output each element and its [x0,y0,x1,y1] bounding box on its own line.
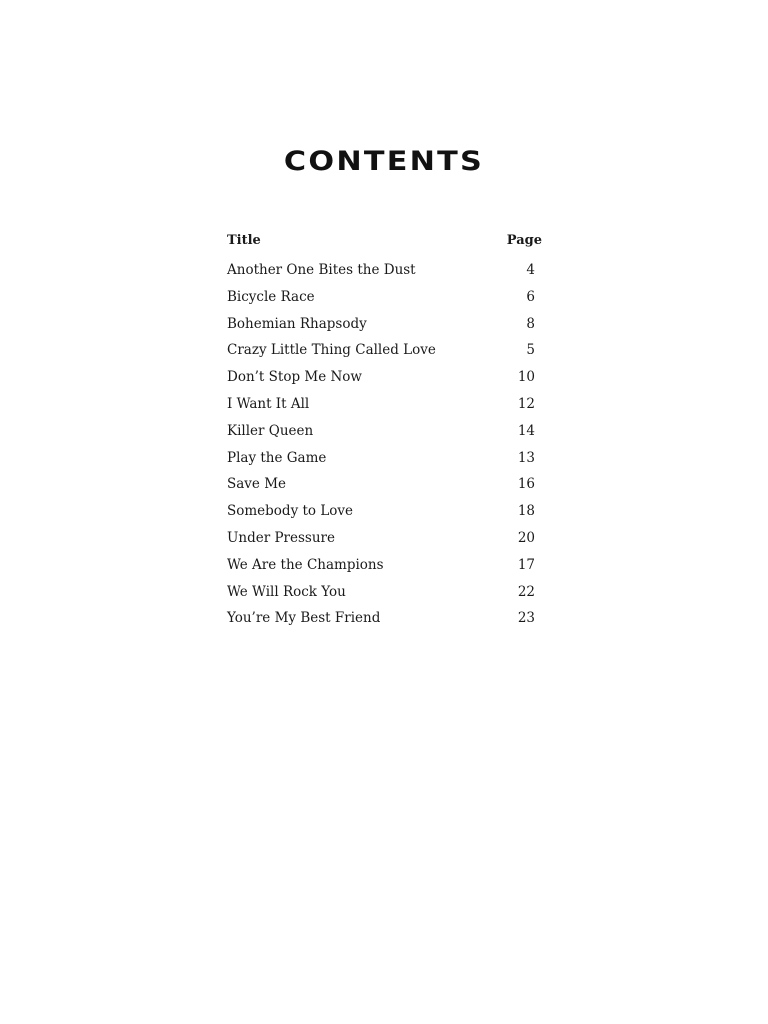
toc-entry-title: Another One Bites the Dust [227,262,416,278]
toc-entry-title: Killer Queen [227,422,314,439]
toc-entry-title: Bicycle Race [227,288,315,305]
toc-header-title: Title [227,233,261,248]
toc-entry [227,367,535,394]
toc-entry-page: 10 [517,369,535,386]
toc-entry-title: You’re My Best Friend [227,610,381,627]
toc-entry-title: Somebody to Love [227,503,354,520]
toc-entry-page: 14 [517,422,535,439]
toc-entry-page: 12 [517,395,535,412]
toc-entry-title: Don’t Stop Me Now [227,369,362,386]
toc-entry-title: We Are the Champions [227,556,384,573]
toc-entry [227,474,535,501]
toc-entry [227,528,535,555]
toc-entry-page: 8 [526,315,535,332]
toc-entry-page: 23 [517,610,535,627]
toc-entry [227,448,535,475]
toc-entry-page: 22 [517,583,535,600]
toc-entry-page: 20 [517,529,535,546]
toc-entry-title: Save Me [227,476,287,493]
toc-entry-title: We Will Rock You [227,583,346,600]
toc-entry-title: I Want It All [227,395,310,412]
toc-entry [227,608,535,635]
toc-entry-page: 13 [517,449,535,466]
toc-header [227,233,542,253]
toc-entry [227,287,535,314]
toc-entry [227,501,535,528]
toc-entry-page: 6 [526,288,535,305]
toc-entry-page: 18 [517,503,535,520]
toc-entry [227,394,535,421]
toc-entry [227,555,535,582]
toc-entry-title: Under Pressure [227,529,335,546]
toc-entry-page: 4 [526,262,535,278]
toc-entry-title: Bohemian Rhapsody [227,315,367,332]
toc-entry-title: Play the Game [227,449,327,466]
toc-entry [227,421,535,448]
toc-entry-page: 17 [517,556,535,573]
toc-list [227,260,535,635]
toc-entry-page: 5 [526,342,535,359]
toc-entry-page: 16 [517,476,535,493]
toc-entry [227,260,535,287]
toc-entry [227,582,535,609]
page-title: CONTENTS [283,146,485,177]
toc-entry [227,340,535,367]
toc-entry-title: Crazy Little Thing Called Love [227,342,436,359]
toc-header-page: Page [506,233,542,248]
toc-entry [227,314,535,341]
